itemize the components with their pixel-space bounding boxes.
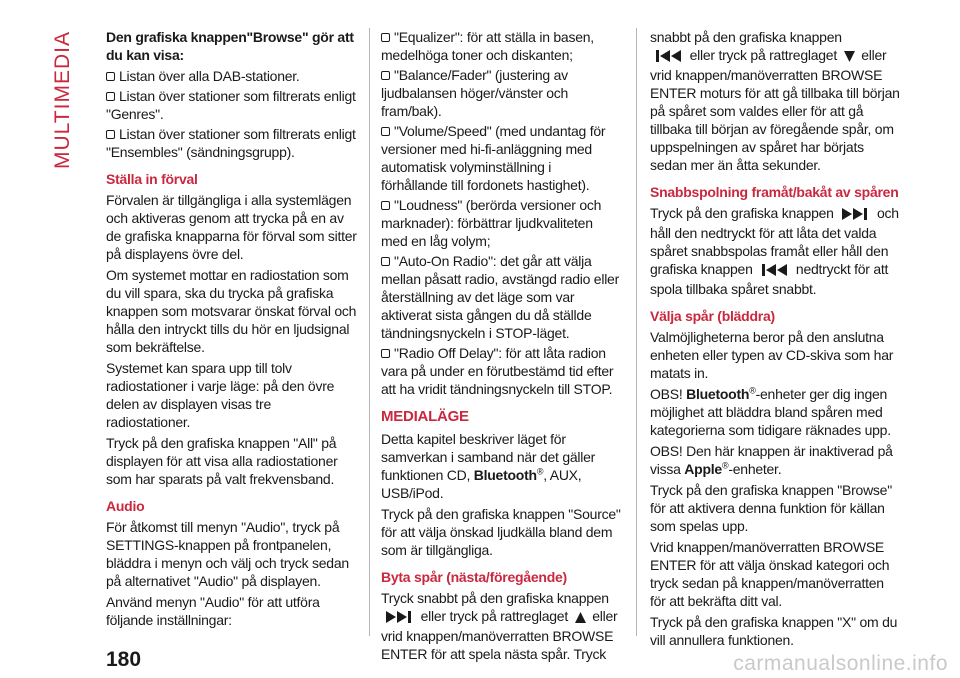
checkbox-bullet-icon <box>381 257 390 266</box>
list-item: "Balance/Fader" (justering av ljudbalansen höger/vänster och fram/bak). <box>381 67 569 119</box>
paragraph: Tryck på den grafiska knappen "Browse" för att aktivera denna funktion för källan som spelas upp. <box>650 482 892 534</box>
checkbox-bullet-icon <box>106 92 115 101</box>
checkbox-bullet-icon <box>106 130 115 139</box>
bluetooth-brand: Bluetooth <box>686 386 750 402</box>
paragraph: OBS! Bluetooth®-enheter ger dig ingen möjlighet att bläddra bland spåren med kategorierna som tidigare räknades upp. <box>650 385 891 438</box>
section-heading: Snabbspolning framåt/bakåt av spåren <box>650 184 899 200</box>
paragraph: Tryck på den grafiska knappen "X" om du vill annullera funktionen. <box>650 614 898 648</box>
paragraph: snabbt på den grafiska knappen eller tryck på rattreglaget eller vrid knappen/manöverratten BROWSE ENTER moturs för att gå tillbaka till början på spåret som valdes eller för att gå tillbaka till början av föregående spår, om uppspelningen av spåret har börjats sedan mer än åtta sekunder. <box>650 29 900 173</box>
arrow-up-icon <box>575 609 586 627</box>
paragraph: Tryck snabbt på den grafiska knappen eller tryck på rattreglaget eller vrid knappen/manöverratten BROWSE ENTER för att spela nästa spår. Tryck <box>381 590 618 662</box>
page-number: 180 <box>106 648 142 671</box>
bluetooth-brand: Bluetooth <box>473 467 537 483</box>
previous-track-icon <box>653 48 683 66</box>
section-heading: Ställa in förval <box>106 171 198 187</box>
watermark: carmanualsonline.info <box>733 652 948 675</box>
checkbox-bullet-icon <box>381 33 390 42</box>
section-tab <box>48 30 78 170</box>
paragraph: Om systemet mottar en radiostation som du vill spara, ska du trycka på grafiska knappen som motsvarar önskat förval och hålla den intryckt tills du hör en ljudsignal som bekräftelse. <box>106 267 357 355</box>
paragraph: Detta kapitel beskriver läget för samverkan i samband när det gäller funktionen CD, Bluetooth®, AUX, USB/iPod. <box>381 431 596 501</box>
paragraph: Vrid knappen/manöverratten BROWSE ENTER för att välja önskad kategori och tryck sedan på knappen/manöverratten för att bekräfta ditt val. <box>650 539 890 609</box>
list-item: Listan över alla DAB-stationer. <box>106 67 358 85</box>
paragraph: Valmöjligheterna beror på den anslutna enheten eller typen av CD-skiva som har matats in. <box>650 329 894 381</box>
checkbox-bullet-icon <box>106 72 115 81</box>
column-divider <box>369 28 370 636</box>
checkbox-bullet-icon <box>381 71 390 80</box>
list-item: "Equalizer": för att ställa in basen, medelhöga toner och diskanten; <box>381 29 594 63</box>
paragraph: För åtkomst till menyn "Audio", tryck på SETTINGS-knappen på frontpanelen, bläddra i menyn och välj och tryck sedan på alternativet "Audio" på displayen. <box>106 519 349 589</box>
paragraph: Tryck på den grafiska knappen "Source" för att välja önskad ljudkälla bland dem som är tillgängliga. <box>381 506 621 558</box>
section-heading: Byta spår (nästa/föregående) <box>381 569 567 585</box>
list-item: Listan över stationer som filtrerats enligt "Ensembles" (sändningsgrupp). <box>106 126 356 160</box>
checkbox-bullet-icon <box>381 201 390 210</box>
column-2 <box>381 28 621 666</box>
section-tab-label: MULTIMEDIA <box>51 31 74 169</box>
apple-brand: Apple <box>684 461 722 477</box>
section-heading: MEDIALÄGE <box>381 408 469 425</box>
paragraph: OBS! Den här knappen är inaktiverad på vissa Apple®-enheter. <box>650 443 893 477</box>
section-heading: Audio <box>106 498 145 514</box>
list-item: "Radio Off Delay": för att låta radion vara på under en förutbestämd tid efter att ha vridit tändningsnyckeln till STOP. <box>381 345 614 397</box>
paragraph: Tryck på den grafiska knappen och håll den nedtryckt för att låta det valda spåret snabbspolas framåt eller håll den grafiska knappen nedtryckt för att spola tillbaka spåret snabbt. <box>650 205 899 297</box>
column-1 <box>106 28 358 632</box>
checkbox-bullet-icon <box>381 349 390 358</box>
list-item: "Volume/Speed" (med undantag för versioner med hi-fi-anläggning med automatisk volyminställning i förhållande till fordonets hastighet). <box>381 123 606 193</box>
section-heading: Välja spår (bläddra) <box>650 308 775 324</box>
paragraph: Förvalen är tillgängliga i alla systemlägen och aktiveras genom att trycka på en av de grafiska knapparna för förval som sitter på displayens övre del. <box>106 192 357 262</box>
next-track-icon <box>840 206 870 224</box>
browse-lead: Den grafiska knappen"Browse" gör att du kan visa: <box>106 29 354 63</box>
next-track-icon <box>384 609 414 627</box>
list-item: "Auto-On Radio": det går att välja mellan påsatt radio, avstängd radio eller återställning av det läge som var aktiverat sista gången du då ställde tändningsnyckeln i STOP-läget. <box>381 253 620 341</box>
list-item: Listan över stationer som filtrerats enligt "Genres". <box>106 88 356 122</box>
column-3 <box>650 28 902 652</box>
paragraph: Systemet kan spara upp till tolv radiostationer i varje läge: på den övre delen av displayen visas tre radiostationer. <box>106 360 335 430</box>
paragraph: Använd menyn "Audio" för att utföra följande inställningar: <box>106 594 320 628</box>
checkbox-bullet-icon <box>381 127 390 136</box>
previous-track-icon <box>759 262 789 280</box>
list-item: "Loudness" (berörda versioner och marknader): förbättrar ljudkvaliteten med en låg volym; <box>381 197 602 249</box>
column-divider <box>636 28 637 636</box>
paragraph: Tryck på den grafiska knappen "All" på displayen för att visa alla radiostationer som har sparats på valt frekvensband. <box>106 435 338 487</box>
arrow-down-icon <box>844 48 855 66</box>
